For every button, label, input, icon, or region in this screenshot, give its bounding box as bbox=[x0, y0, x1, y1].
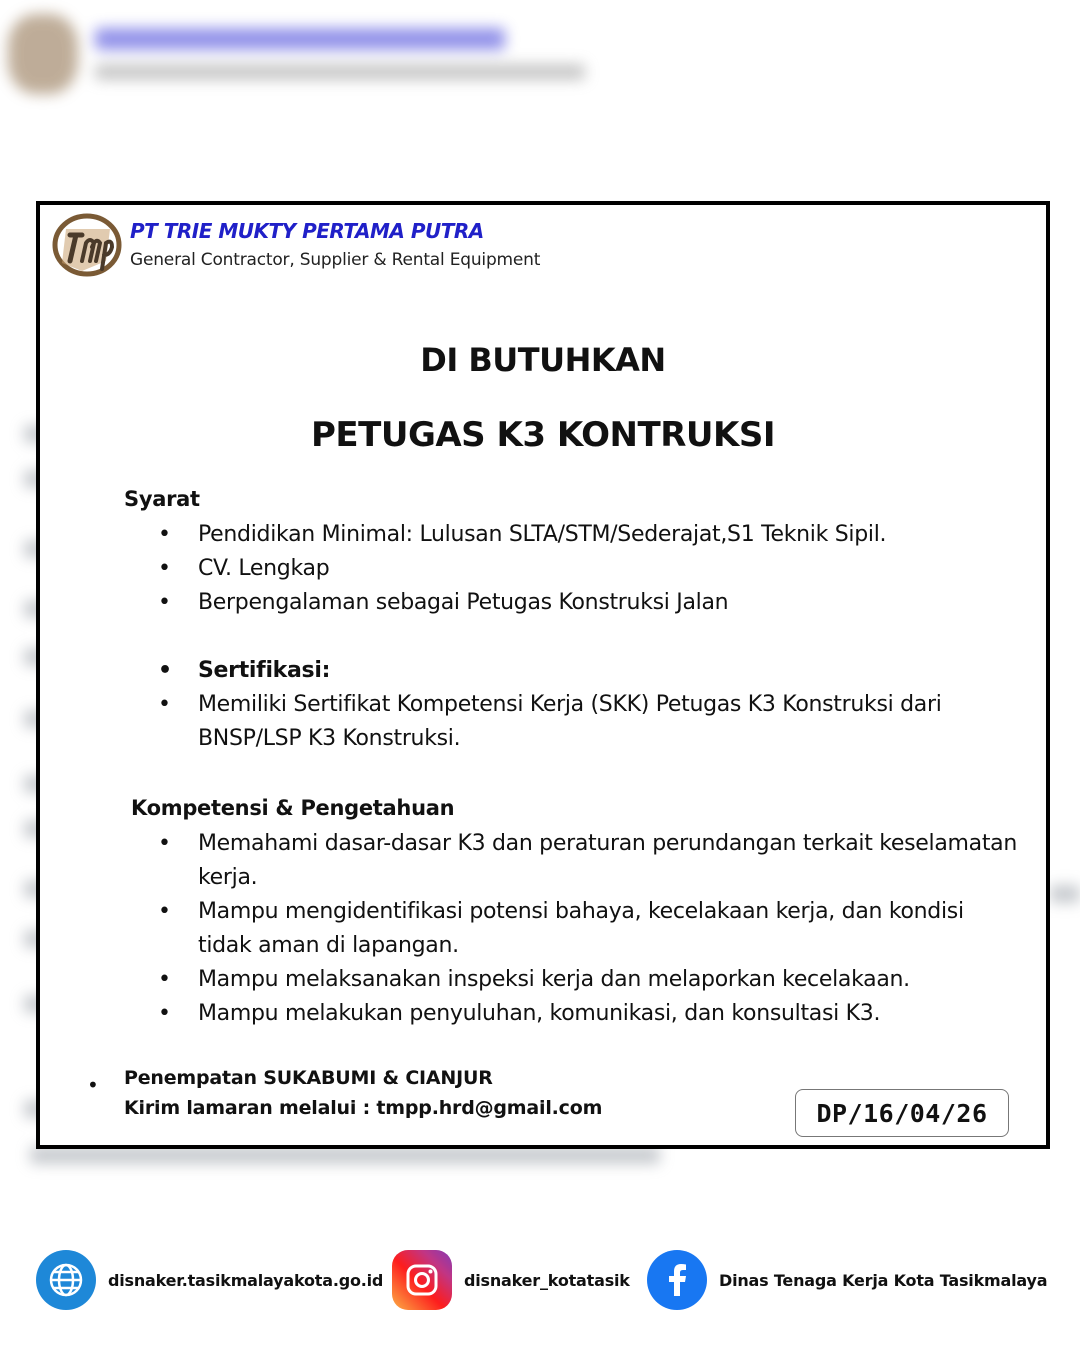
list-item: • Berpengalaman sebagai Petugas Konstruksi Jalan bbox=[158, 586, 1018, 620]
job-flyer-card bbox=[36, 201, 1050, 1149]
placement-text: Penempatan SUKABUMI & CIANJUR bbox=[124, 1067, 493, 1089]
list-item: • CV. Lengkap bbox=[158, 552, 1018, 586]
company-tagline: General Contractor, Supplier & Rental Equipment bbox=[130, 250, 541, 270]
facebook-icon bbox=[647, 1250, 707, 1310]
section-title-kompetensi: Kompetensi & Pengetahuan bbox=[131, 796, 455, 820]
company-name: PT TRIE MUKTY PERTAMA PUTRA bbox=[130, 219, 484, 243]
facebook-label: Dinas Tenaga Kerja Kota Tasikmalaya bbox=[719, 1270, 1048, 1290]
heading-needed: DI BUTUHKAN bbox=[420, 341, 666, 379]
posting-code-badge: DP/16/04/26 bbox=[795, 1089, 1009, 1137]
kompetensi-list bbox=[158, 827, 1018, 1031]
section-title-syarat: Syarat bbox=[124, 487, 200, 511]
list-item: • Mampu melaksanakan inspeksi kerja dan melaporkan kecelakaan. bbox=[158, 963, 1018, 997]
apply-email-text: Kirim lamaran melalui : tmpp.hrd@gmail.com bbox=[124, 1097, 603, 1119]
social-instagram[interactable] bbox=[392, 1248, 630, 1312]
company-logo-icon bbox=[52, 213, 122, 277]
globe-icon bbox=[36, 1250, 96, 1310]
heading-position: PETUGAS K3 KONTRUKSI bbox=[311, 415, 775, 455]
list-item: • Memahami dasar-dasar K3 dan peraturan perundangan terkait keselamatan kerja. bbox=[158, 827, 1018, 895]
instagram-label: disnaker_kotatasik bbox=[464, 1270, 630, 1290]
website-label: disnaker.tasikmalayakota.go.id bbox=[108, 1270, 384, 1290]
section-title-sertifikasi: • Sertifikasi: bbox=[158, 654, 1018, 688]
list-item: • Pendidikan Minimal: Lulusan SLTA/STM/Sederajat,S1 Teknik Sipil. bbox=[158, 518, 1018, 552]
instagram-icon bbox=[392, 1250, 452, 1310]
syarat-list bbox=[158, 518, 1018, 756]
list-item: • Mampu mengidentifikasi potensi bahaya, kecelakaan kerja, dan kondisi tidak aman di lapangan. bbox=[158, 895, 1018, 963]
list-item: • Mampu melakukan penyuluhan, komunikasi, dan konsultasi K3. bbox=[158, 997, 1018, 1031]
footer-bullet: • bbox=[87, 1073, 99, 1097]
list-item: • Memiliki Sertifikat Kompetensi Kerja (SKK) Petugas K3 Konstruksi dari BNSP/LSP K3 Konstruksi. bbox=[158, 688, 1018, 756]
social-facebook[interactable] bbox=[647, 1248, 1047, 1312]
social-website[interactable] bbox=[36, 1248, 383, 1312]
